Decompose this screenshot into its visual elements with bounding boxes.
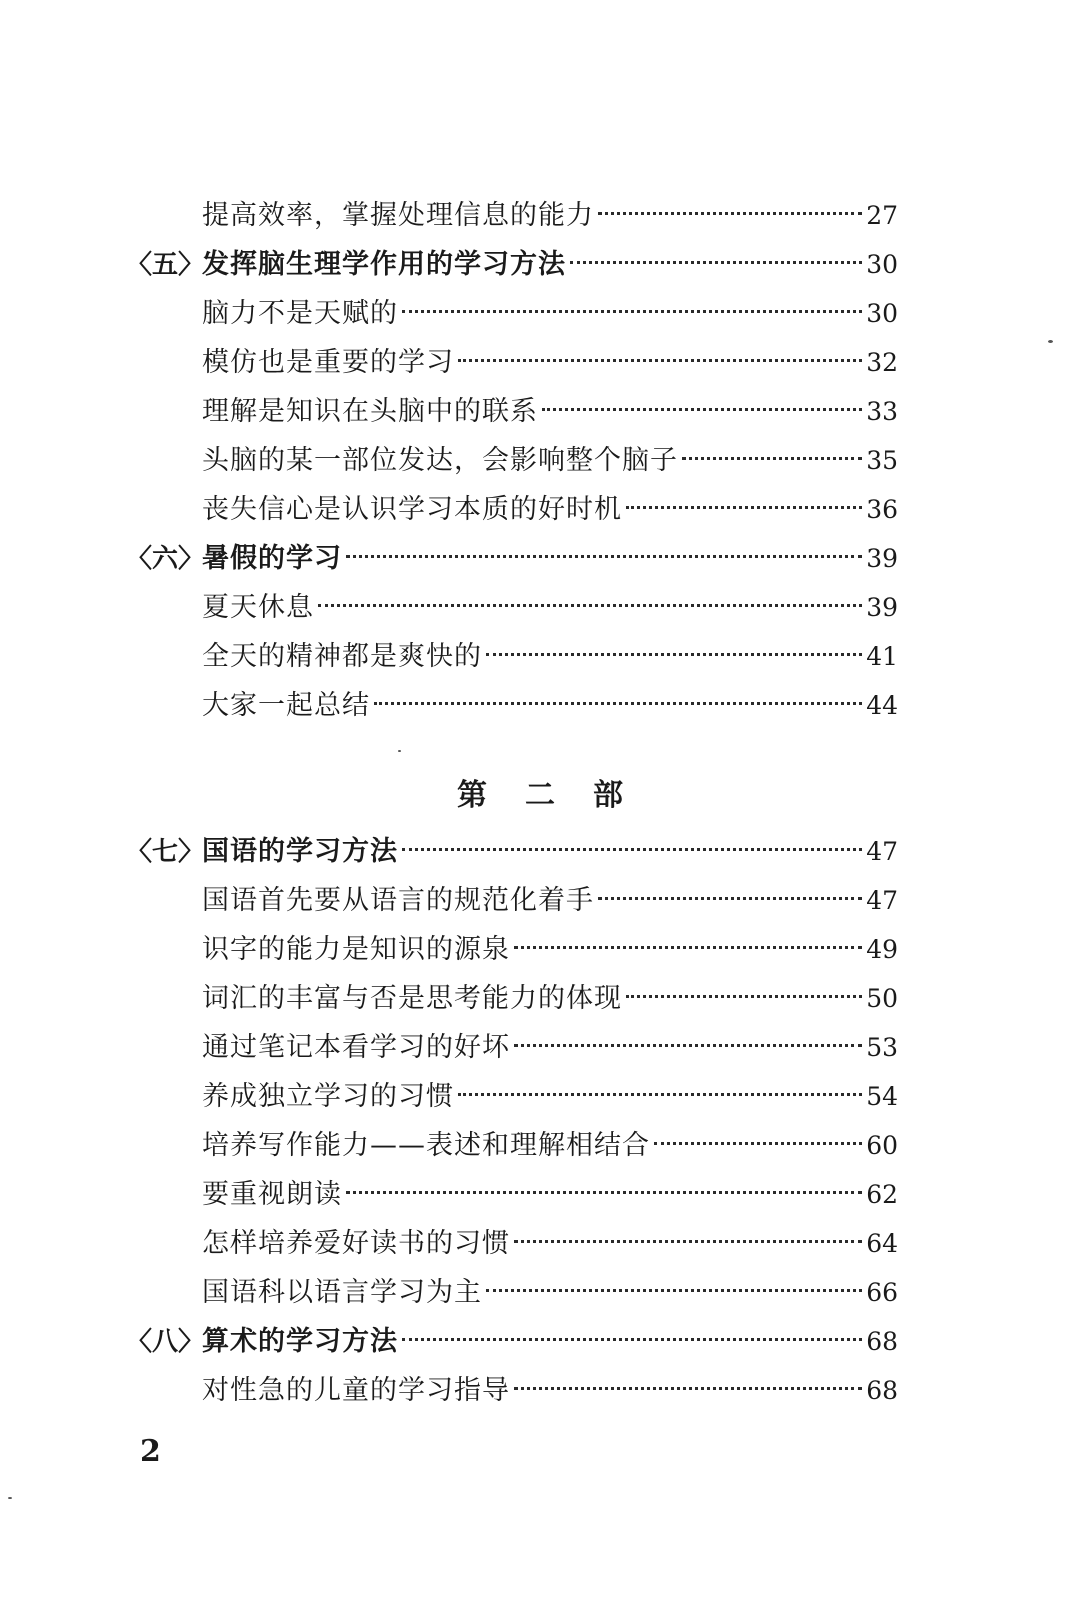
toc-entry-title: 词汇的丰富与否是思考能力的体现 [202, 983, 622, 1014]
toc-entry [202, 1125, 898, 1167]
toc-page-number: 39 [866, 544, 898, 573]
toc-dot-leader [598, 212, 862, 215]
toc-dot-leader [486, 653, 862, 656]
toc-page-number: 41 [866, 642, 898, 671]
toc-dot-leader [402, 310, 862, 313]
toc-entry-title: 国语科以语言学习为主 [202, 1277, 482, 1308]
toc-entry-title: 培养写作能力——表述和理解相结合 [202, 1130, 650, 1161]
toc-dot-leader [458, 359, 862, 362]
toc-page-number: 47 [866, 837, 898, 866]
toc-entry [202, 1272, 898, 1314]
scan-speck [398, 750, 401, 752]
toc-row [0, 929, 1080, 971]
toc-entry [202, 929, 898, 971]
toc-page-number: 66 [866, 1278, 898, 1307]
toc-row [0, 1027, 1080, 1069]
toc-dot-leader [626, 995, 862, 998]
toc-entry [202, 685, 898, 727]
toc-row [0, 342, 1080, 384]
toc-entry-title: 夏天休息 [202, 592, 314, 623]
toc-section-marker: 〈六〉 [126, 544, 205, 574]
toc-row [0, 538, 1080, 580]
toc-entry-title: 模仿也是重要的学习 [202, 347, 454, 378]
toc-page-number: 39 [866, 593, 898, 622]
toc-dot-leader [346, 1191, 862, 1194]
toc-page-number: 50 [866, 984, 898, 1013]
toc-page-number: 30 [866, 250, 898, 279]
toc-row [0, 1223, 1080, 1265]
scan-speck [8, 1497, 12, 1499]
toc-page-number: 49 [866, 935, 898, 964]
toc-entry-title: 国语首先要从语言的规范化着手 [202, 885, 594, 916]
toc-dot-leader [654, 1142, 862, 1145]
toc-dot-leader [402, 848, 862, 851]
toc-entry-title: 要重视朗读 [202, 1179, 342, 1210]
toc-section-marker: 〈七〉 [126, 837, 205, 867]
toc-section-marker: 〈八〉 [126, 1327, 205, 1357]
toc-row [0, 489, 1080, 531]
toc-dot-leader [570, 261, 862, 264]
toc-entry [202, 1321, 898, 1363]
toc-section-marker: 〈五〉 [126, 250, 205, 280]
toc-dot-leader [318, 604, 862, 607]
toc-entry-title: 头脑的某一部位发达，会影响整个脑子 [202, 445, 678, 476]
toc-entry-title: 发挥脑生理学作用的学习方法 [202, 249, 566, 280]
toc-page-number: 35 [866, 446, 898, 475]
toc-row [0, 1321, 1080, 1363]
toc-dot-leader [374, 702, 862, 705]
toc-entry-title: 对性急的儿童的学习指导 [202, 1375, 510, 1406]
toc-entry-title: 怎样培养爱好读书的习惯 [202, 1228, 510, 1259]
toc-row [0, 685, 1080, 727]
toc-page-number: 44 [866, 691, 898, 720]
toc-row [0, 195, 1080, 237]
toc-dot-leader [346, 555, 862, 558]
toc-page-number: 33 [866, 397, 898, 426]
toc-entry [202, 342, 898, 384]
toc-row [0, 391, 1080, 433]
toc-entry [202, 978, 898, 1020]
toc-entry-title: 算术的学习方法 [202, 1326, 398, 1357]
toc-row [0, 978, 1080, 1020]
toc-entry-title: 通过笔记本看学习的好坏 [202, 1032, 510, 1063]
toc-page-number: 27 [866, 201, 898, 230]
toc-entry [202, 1076, 898, 1118]
toc-entry-title: 全天的精神都是爽快的 [202, 641, 482, 672]
toc-dot-leader [598, 897, 862, 900]
toc-row [0, 636, 1080, 678]
toc-row [0, 440, 1080, 482]
toc-dot-leader [626, 506, 862, 509]
toc-dot-leader [682, 457, 862, 460]
toc-entry-title: 暑假的学习 [202, 543, 342, 574]
toc-row [0, 1174, 1080, 1216]
toc-entry-title: 理解是知识在头脑中的联系 [202, 396, 538, 427]
toc-entry [202, 293, 898, 335]
toc-row [0, 880, 1080, 922]
toc-row [0, 1370, 1080, 1412]
toc-row [0, 244, 1080, 286]
toc-entry [202, 489, 898, 531]
toc-page-number: 68 [866, 1327, 898, 1356]
part-heading: 第二部 [457, 778, 661, 813]
toc-entry [202, 195, 898, 237]
toc-entry [202, 1370, 898, 1412]
toc-entry [202, 1223, 898, 1265]
toc-entry [202, 831, 898, 873]
toc-page-number: 60 [866, 1131, 898, 1160]
toc-entry [202, 391, 898, 433]
toc-entry-title: 大家一起总结 [202, 690, 370, 721]
toc-dot-leader [514, 1387, 862, 1390]
toc-dot-leader [542, 408, 862, 411]
toc-row [0, 831, 1080, 873]
toc-page-number: 64 [866, 1229, 898, 1258]
toc-entry-title: 脑力不是天赋的 [202, 298, 398, 329]
toc-dot-leader [514, 946, 862, 949]
toc-dot-leader [514, 1240, 862, 1243]
toc-row [0, 1076, 1080, 1118]
page-number: 2 [140, 1434, 161, 1469]
toc-page-number: 68 [866, 1376, 898, 1405]
toc-page-number: 36 [866, 495, 898, 524]
toc-row [0, 1272, 1080, 1314]
toc-entry [202, 1174, 898, 1216]
toc-entry [202, 244, 898, 286]
toc-entry [202, 880, 898, 922]
toc-page-number: 54 [866, 1082, 898, 1111]
toc-entry [202, 1027, 898, 1069]
toc-dot-leader [486, 1289, 862, 1292]
scan-speck [1048, 340, 1053, 343]
toc-entry-title: 识字的能力是知识的源泉 [202, 934, 510, 965]
toc-dot-leader [402, 1338, 862, 1341]
toc-entry [202, 440, 898, 482]
toc-entry [202, 587, 898, 629]
toc-row [0, 293, 1080, 335]
toc-entry [202, 538, 898, 580]
toc-dot-leader [514, 1044, 862, 1047]
toc-page-number: 47 [866, 886, 898, 915]
toc-page-number: 32 [866, 348, 898, 377]
toc-row [0, 587, 1080, 629]
toc-page-number: 62 [866, 1180, 898, 1209]
toc-page-number: 53 [866, 1033, 898, 1062]
toc-page-number: 30 [866, 299, 898, 328]
toc-entry-title: 提高效率，掌握处理信息的能力 [202, 200, 594, 231]
toc-entry-title: 国语的学习方法 [202, 836, 398, 867]
toc-row [0, 1125, 1080, 1167]
toc-dot-leader [458, 1093, 862, 1096]
toc-entry [202, 636, 898, 678]
toc-entry-title: 丧失信心是认识学习本质的好时机 [202, 494, 622, 525]
toc-entry-title: 养成独立学习的习惯 [202, 1081, 454, 1112]
